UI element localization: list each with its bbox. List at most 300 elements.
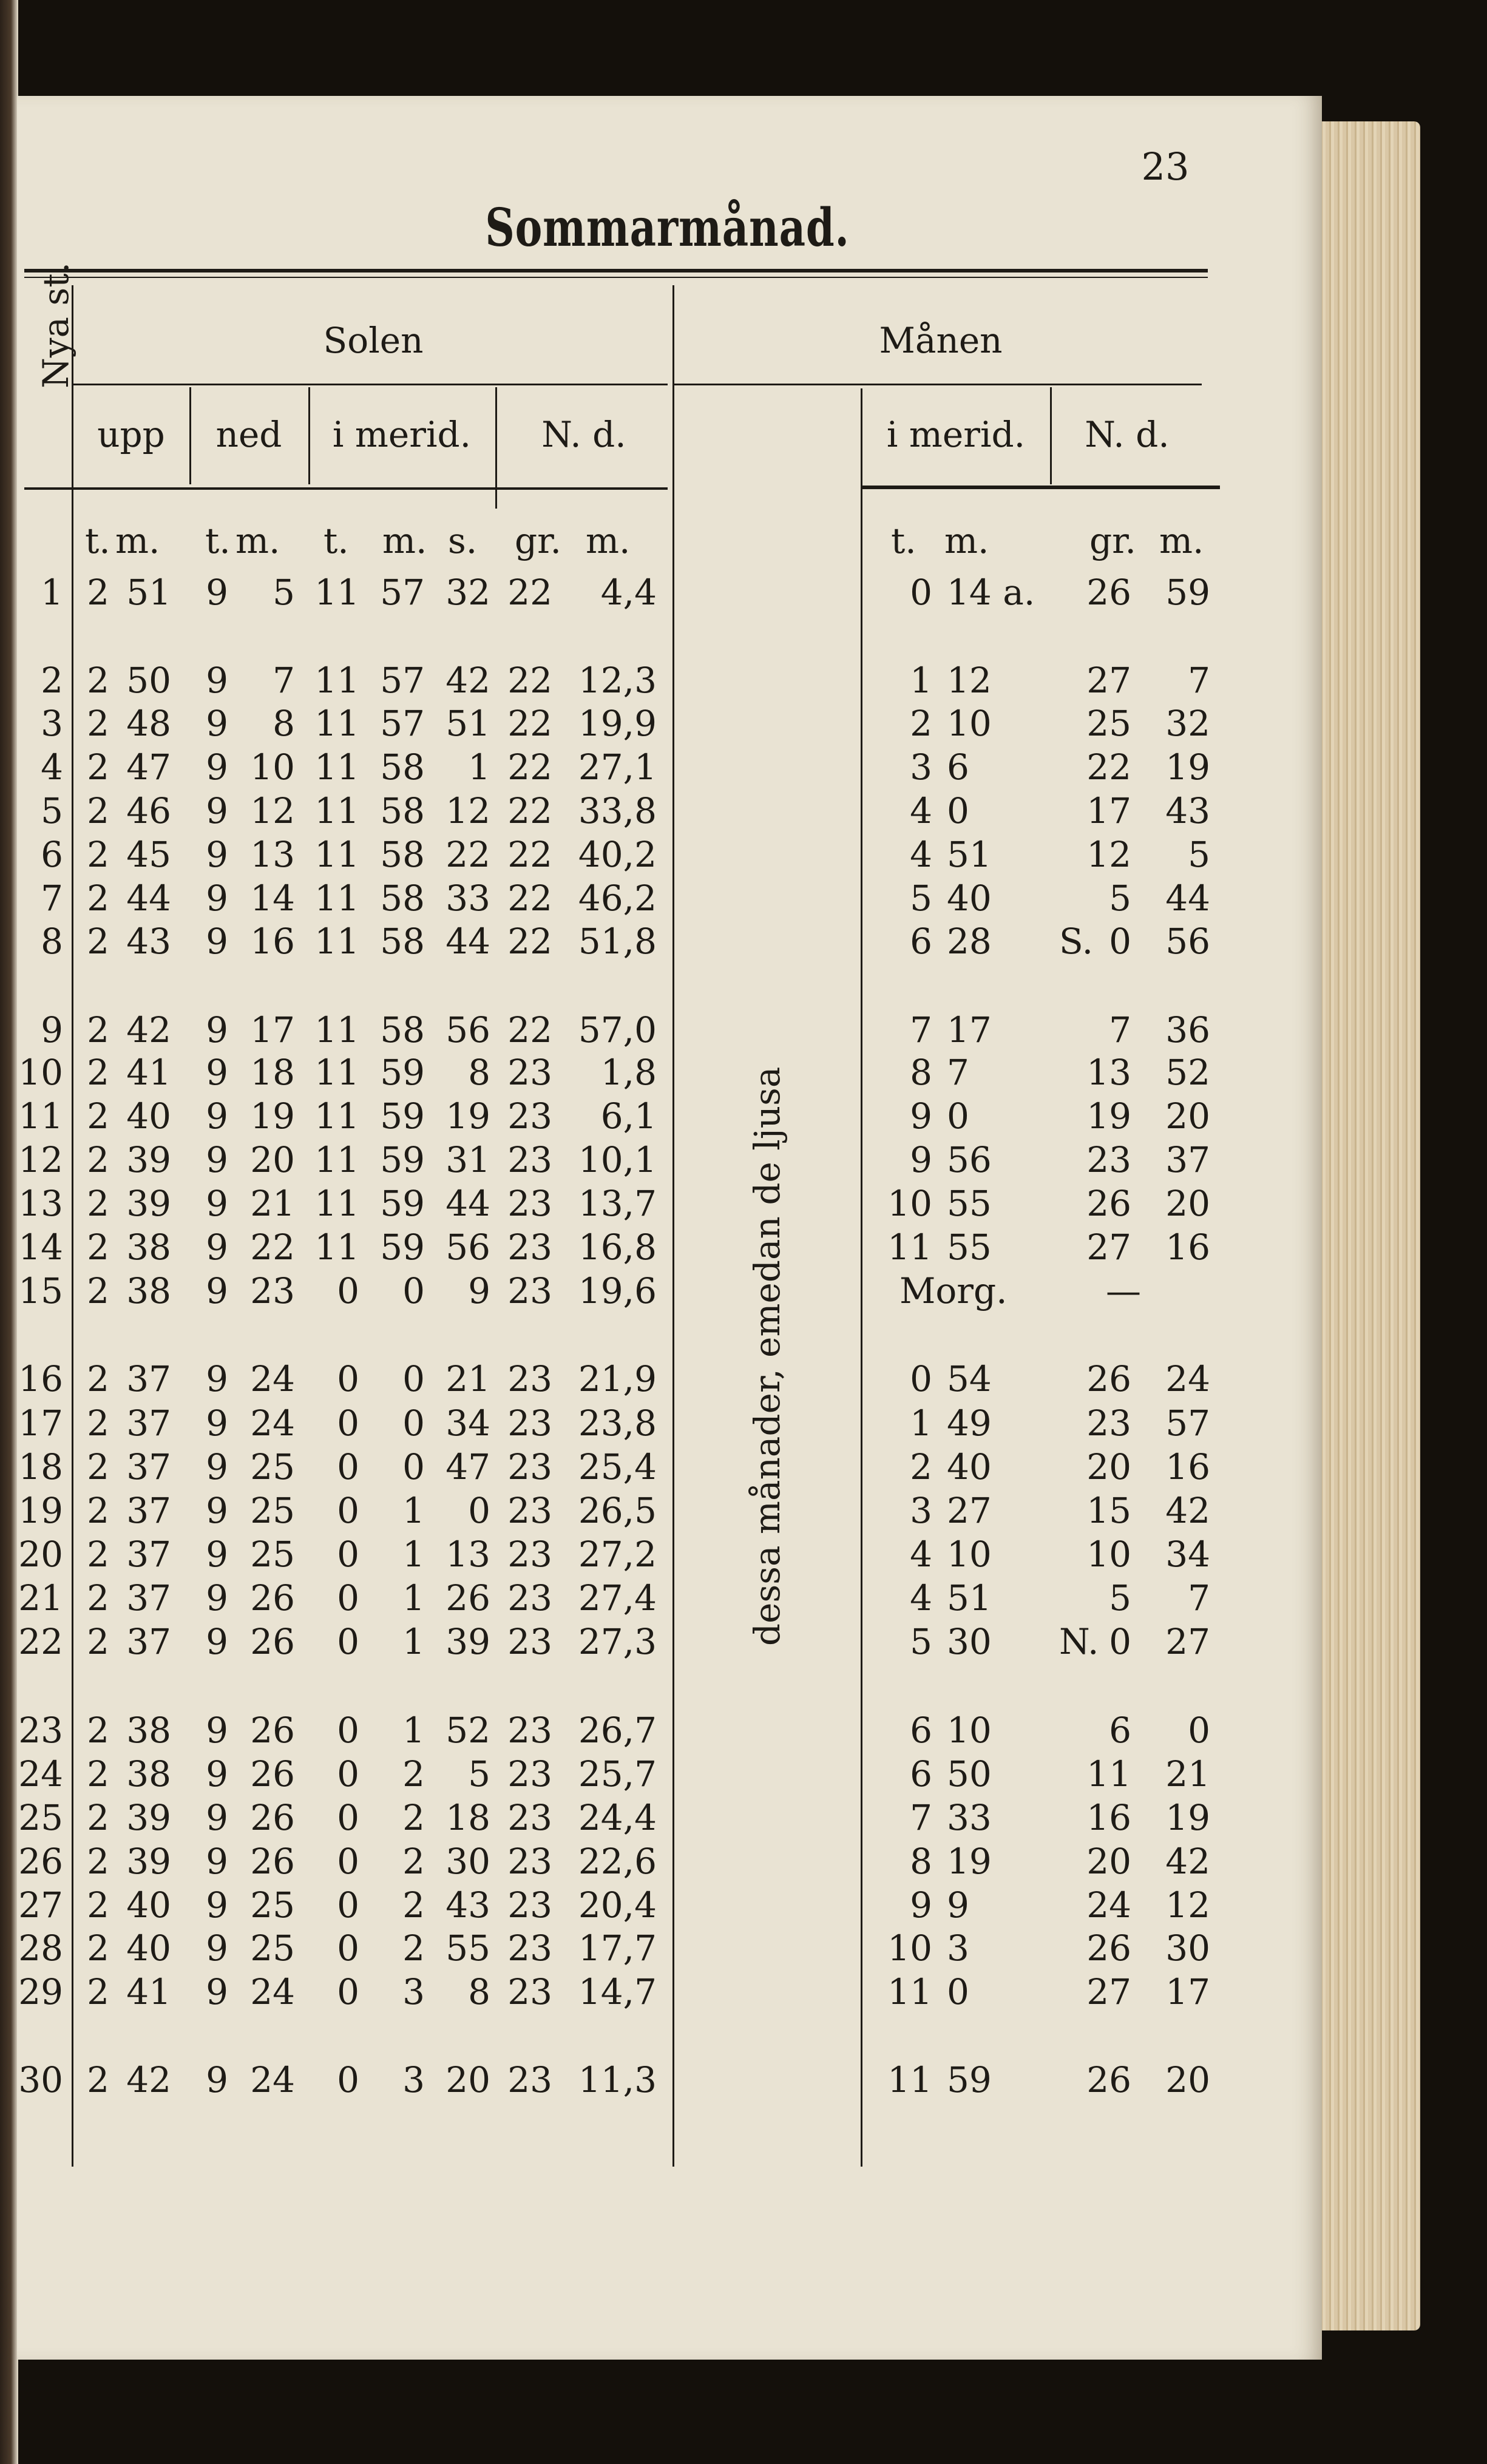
table-cell: 2	[87, 790, 109, 831]
table-cell: 8	[910, 1052, 932, 1093]
table-cell: 11	[1086, 1753, 1131, 1795]
vrule-middle-moon	[861, 388, 862, 2167]
table-cell: 42	[1165, 1841, 1210, 1882]
table-cell: 11	[314, 1095, 359, 1137]
table-cell: 44	[126, 878, 171, 919]
table-cell: 10	[887, 1183, 932, 1224]
table-cell: 23	[507, 1710, 552, 1751]
table-cell: 10	[947, 703, 992, 744]
table-cell: 44	[445, 1183, 490, 1224]
table-cell: 52	[1165, 1052, 1210, 1093]
table-cell: 25	[250, 1928, 295, 1969]
table-cell: 6	[1109, 1710, 1131, 1751]
table-cell: 2	[87, 1884, 109, 1926]
table-cell: 9	[206, 1490, 228, 1531]
table-cell: 44	[1165, 878, 1210, 919]
table-cell: 0	[337, 1403, 359, 1444]
table-cell: 11	[887, 2059, 932, 2100]
table-cell: 19	[1165, 1797, 1210, 1838]
table-cell: N.	[1059, 1621, 1099, 1662]
table-cell: 2	[87, 1621, 109, 1662]
table-cell: 33	[947, 1797, 992, 1838]
table-cell: 17	[18, 1403, 63, 1444]
table-cell: 16	[250, 921, 295, 962]
table-cell: 58	[380, 878, 425, 919]
table-cell: 1	[910, 660, 932, 701]
table-cell: 9	[910, 1139, 932, 1180]
table-cell: 23	[250, 1270, 295, 1312]
unit-label: t.	[891, 520, 916, 561]
table-cell: 0	[402, 1403, 425, 1444]
table-cell: 1	[402, 1577, 425, 1619]
table-cell: 9	[206, 1139, 228, 1180]
table-cell: 2	[910, 1446, 932, 1488]
table-cell: 26	[250, 1710, 295, 1751]
table-cell: 12	[1165, 1884, 1210, 1926]
table-cell: 9	[910, 1095, 932, 1137]
table-cell: 0	[337, 1971, 359, 2012]
table-cell: 25	[1086, 703, 1131, 744]
table-cell: 20	[445, 2059, 490, 2100]
table-cell: 0	[337, 1270, 359, 1312]
table-cell: 24	[250, 1358, 295, 1400]
table-cell: 21,9	[578, 1358, 657, 1400]
table-cell: 2	[87, 746, 109, 788]
table-cell: 30	[1165, 1928, 1210, 1969]
table-cell: 8	[910, 1841, 932, 1882]
table-cell: 14	[18, 1227, 63, 1268]
table-cell: 1	[910, 1403, 932, 1444]
table-cell: 0	[337, 1490, 359, 1531]
middle-vertical-note: dessa månader, emedan de ljusa	[747, 1066, 788, 1646]
table-cell: 39	[126, 1139, 171, 1180]
table-cell: 19,6	[578, 1270, 657, 1312]
unit-label: t.	[205, 520, 231, 561]
sun-col-header-4: N. d.	[541, 414, 626, 455]
table-cell: 10	[887, 1928, 932, 1969]
table-cell: 2	[87, 572, 109, 613]
table-cell: 16	[1165, 1446, 1210, 1488]
sun-col-header-2: ned	[215, 414, 282, 455]
date-column-header: Nya st.	[35, 262, 76, 388]
table-cell: 2	[910, 703, 932, 744]
table-cell: 2	[87, 1270, 109, 1312]
table-cell: 15	[1086, 1490, 1131, 1531]
table-cell: 24	[18, 1753, 63, 1795]
table-cell: 57,0	[578, 1009, 657, 1051]
table-cell: 47	[126, 746, 171, 788]
table-cell: 9	[206, 1358, 228, 1400]
table-cell: 17	[1165, 1971, 1210, 2012]
table-cell: 0	[402, 1358, 425, 1400]
table-cell: 6	[910, 1710, 932, 1751]
table-cell: 16	[18, 1358, 63, 1400]
table-cell: 41	[126, 1052, 171, 1093]
table-cell: 2	[87, 834, 109, 875]
table-cell: 37	[126, 1403, 171, 1444]
table-cell: 23	[1086, 1403, 1131, 1444]
unit-label: m.	[586, 520, 631, 561]
table-cell: 4	[910, 790, 932, 831]
table-cell: 2	[87, 1009, 109, 1051]
table-cell: 5	[1109, 1577, 1131, 1619]
table-cell: 9	[206, 2059, 228, 2100]
table-cell: 57	[1165, 1403, 1210, 1444]
table-cell: 24	[1165, 1358, 1210, 1400]
table-cell: 38	[126, 1753, 171, 1795]
table-cell: 1	[41, 572, 63, 613]
table-cell: 11	[314, 834, 359, 875]
table-cell: 2	[402, 1797, 425, 1838]
table-cell: 1	[402, 1621, 425, 1662]
table-cell: 9	[206, 1095, 228, 1137]
table-cell: 23	[507, 1139, 552, 1180]
table-cell: 22	[507, 746, 552, 788]
table-cell: 22	[507, 834, 552, 875]
table-cell: 4	[910, 1534, 932, 1575]
table-cell: 59	[947, 2059, 992, 2100]
table-cell: 20,4	[578, 1884, 657, 1926]
table-cell: 37	[126, 1621, 171, 1662]
table-cell: 21	[250, 1183, 295, 1224]
table-cell: 0	[947, 1095, 969, 1137]
table-cell: 5	[1109, 878, 1131, 919]
table-cell: 3	[947, 1928, 969, 1969]
table-cell: 17,7	[578, 1928, 657, 1969]
table-cell: 12	[445, 790, 490, 831]
table-cell: 26	[250, 1753, 295, 1795]
table-cell: 23	[507, 1753, 552, 1795]
table-cell: 42	[126, 1009, 171, 1051]
moon-group-header: Månen	[879, 320, 1003, 361]
table-cell: 20	[250, 1139, 295, 1180]
table-cell: 26	[1086, 572, 1131, 613]
table-cell: 9	[206, 1753, 228, 1795]
table-cell: 20	[18, 1534, 63, 1575]
table-cell: 29	[18, 1971, 63, 2012]
header-bottom-rule-moon	[862, 486, 1220, 489]
table-cell: 11	[314, 1052, 359, 1093]
table-cell: 22	[250, 1227, 295, 1268]
table-cell: 38	[126, 1710, 171, 1751]
table-cell: 58	[380, 1009, 425, 1051]
table-cell: 11	[18, 1095, 63, 1137]
table-cell: 26	[1086, 1928, 1131, 1969]
table-cell: 2	[87, 921, 109, 962]
table-cell: 0	[337, 1710, 359, 1751]
table-cell: 11,3	[578, 2059, 657, 2100]
table-cell: 59	[380, 1139, 425, 1180]
table-cell: 58	[380, 746, 425, 788]
table-cell: 5	[910, 878, 932, 919]
table-cell: 27	[947, 1490, 992, 1531]
table-cell: 10,1	[578, 1139, 657, 1180]
table-cell: 43	[445, 1884, 490, 1926]
table-cell: 8	[468, 1052, 490, 1093]
table-cell: 58	[380, 790, 425, 831]
table-cell: 8	[468, 1971, 490, 2012]
table-cell: 23	[507, 1270, 552, 1312]
table-cell: 23	[507, 1884, 552, 1926]
table-cell: 9	[206, 1009, 228, 1051]
table-cell: 57	[380, 703, 425, 744]
table-cell: 30	[445, 1841, 490, 1882]
table-cell: 2	[87, 1183, 109, 1224]
table-cell: 26	[250, 1797, 295, 1838]
table-cell: 46,2	[578, 878, 657, 919]
table-cell: 11	[314, 660, 359, 701]
table-cell: 12,3	[578, 660, 657, 701]
table-cell: 1,8	[600, 1052, 657, 1093]
table-cell: 22	[445, 834, 490, 875]
table-cell: 51,8	[578, 921, 657, 962]
table-cell: 10	[1086, 1534, 1131, 1575]
table-cell: 27	[1165, 1621, 1210, 1662]
table-cell: 9	[206, 1577, 228, 1619]
table-cell: 6	[910, 1753, 932, 1795]
table-cell: 25,7	[578, 1753, 657, 1795]
table-cell: 10	[18, 1052, 63, 1093]
table-cell: 34	[445, 1403, 490, 1444]
unit-label: t.	[323, 520, 349, 561]
table-cell: 9	[206, 834, 228, 875]
table-cell: 23	[507, 1534, 552, 1575]
table-cell: 39	[126, 1183, 171, 1224]
moon-col-header-1: i merid.	[886, 414, 1026, 455]
table-cell: 2	[402, 1753, 425, 1795]
table-cell: 42	[1165, 1490, 1210, 1531]
table-cell: 55	[445, 1928, 490, 1969]
table-cell: 40,2	[578, 834, 657, 875]
table-cell: 27	[1086, 660, 1131, 701]
table-cell: 55	[947, 1227, 992, 1268]
table-cell: 40	[947, 878, 992, 919]
table-cell: 49	[947, 1403, 992, 1444]
table-cell: 6	[947, 746, 969, 788]
table-cell: 28	[18, 1928, 63, 1969]
table-cell: 25	[250, 1884, 295, 1926]
table-cell: 25	[250, 1446, 295, 1488]
table-cell: 59	[380, 1183, 425, 1224]
table-cell: 24	[250, 2059, 295, 2100]
table-cell: 3	[910, 1490, 932, 1531]
table-cell: 2	[87, 1490, 109, 1531]
table-cell: 26	[1086, 1183, 1131, 1224]
table-cell: 56	[947, 1139, 992, 1180]
table-cell: 27	[18, 1884, 63, 1926]
table-cell: 9	[206, 660, 228, 701]
table-cell: 21	[445, 1358, 490, 1400]
table-cell: 0	[337, 1577, 359, 1619]
table-cell: 9	[206, 1797, 228, 1838]
table-cell: 26,5	[578, 1490, 657, 1531]
table-cell: 0	[910, 572, 932, 613]
table-cell: 23	[507, 1621, 552, 1662]
table-cell: 23	[507, 1227, 552, 1268]
table-cell: 9	[206, 790, 228, 831]
unit-label: t.	[85, 520, 110, 561]
table-cell: 11	[314, 1183, 359, 1224]
table-cell: 2	[87, 878, 109, 919]
table-cell: 36	[1165, 1009, 1210, 1051]
table-cell: 7	[910, 1009, 932, 1051]
table-cell: 9	[206, 1227, 228, 1268]
table-cell: 2	[87, 1095, 109, 1137]
moon-col-header-2: N. d.	[1085, 414, 1170, 455]
table-cell: 9	[206, 1052, 228, 1093]
table-cell: 20	[1165, 1183, 1210, 1224]
table-cell: 1	[402, 1490, 425, 1531]
table-cell: 57	[380, 572, 425, 613]
table-cell: 8	[273, 703, 295, 744]
table-cell: 0	[1109, 921, 1131, 962]
table-cell: 43	[126, 921, 171, 962]
table-cell: 13	[445, 1534, 490, 1575]
table-cell: 33	[445, 878, 490, 919]
table-cell: 11	[314, 1009, 359, 1051]
table-cell: 20	[1165, 1095, 1210, 1137]
table-cell: 0	[947, 790, 969, 831]
table-cell: 6	[41, 834, 63, 875]
table-cell: 27	[1086, 1227, 1131, 1268]
table-cell: 0	[337, 1797, 359, 1838]
table-cell: 7	[273, 660, 295, 701]
table-cell: 23	[507, 2059, 552, 2100]
table-cell: 30	[18, 2059, 63, 2100]
table-cell: 59	[380, 1227, 425, 1268]
table-cell: 50	[126, 660, 171, 701]
table-cell: 22	[507, 572, 552, 613]
table-cell: 2	[402, 1884, 425, 1926]
table-cell: 9	[206, 1270, 228, 1312]
table-cell: 22	[18, 1621, 63, 1662]
table-cell: 30	[947, 1621, 992, 1662]
table-cell: 11	[887, 1971, 932, 2012]
table-cell: 23	[18, 1710, 63, 1751]
table-cell: 9	[206, 1971, 228, 2012]
table-cell: 9	[206, 921, 228, 962]
table-cell: 0	[402, 1446, 425, 1488]
table-cell: 26	[445, 1577, 490, 1619]
table-cell: 33,8	[578, 790, 657, 831]
table-cell: 13	[250, 834, 295, 875]
unit-label: s.	[448, 520, 478, 561]
table-cell: 19,9	[578, 703, 657, 744]
table-cell: 0	[337, 1621, 359, 1662]
table-cell: 9	[206, 1403, 228, 1444]
sun-group-header: Solen	[323, 320, 424, 361]
table-cell: 24,4	[578, 1797, 657, 1838]
table-cell: 5	[910, 1621, 932, 1662]
table-cell: 23	[507, 1797, 552, 1838]
table-cell: 11	[314, 746, 359, 788]
table-cell: 38	[126, 1270, 171, 1312]
table-cell: 56	[445, 1009, 490, 1051]
table-cell: 40	[947, 1446, 992, 1488]
table-cell: 4	[41, 746, 63, 788]
table-cell: 21	[18, 1577, 63, 1619]
table-cell: 5	[468, 1753, 490, 1795]
table-cell: 37	[126, 1490, 171, 1531]
table-cell: 0	[337, 1446, 359, 1488]
table-cell: 56	[1165, 921, 1210, 962]
table-cell: 11	[314, 790, 359, 831]
table-cell: 51	[947, 1577, 992, 1619]
table-cell: 46	[126, 790, 171, 831]
table-cell: 50	[947, 1753, 992, 1795]
table-cell: 37	[126, 1446, 171, 1488]
table-cell: 42	[126, 2059, 171, 2100]
table-cell: 23	[1086, 1139, 1131, 1180]
table-cell: 14	[250, 878, 295, 919]
page-edges	[1317, 121, 1420, 2330]
table-cell: 2	[41, 660, 63, 701]
table-cell: —	[1106, 1270, 1141, 1312]
table-cell: 16	[1165, 1227, 1210, 1268]
table-cell: 25	[250, 1534, 295, 1575]
table-cell: 27,2	[578, 1534, 657, 1575]
table-cell: 9	[206, 703, 228, 744]
table-cell: 26	[1086, 1358, 1131, 1400]
table-cell: 9	[206, 1928, 228, 1969]
vrule-sun-moon	[672, 285, 674, 2167]
table-cell: 13,7	[578, 1183, 657, 1224]
table-cell: 0	[337, 1358, 359, 1400]
table-cell: 23	[507, 1971, 552, 2012]
table-cell: 1	[402, 1710, 425, 1751]
table-cell: 20	[1165, 2059, 1210, 2100]
table-cell: 18	[18, 1446, 63, 1488]
table-cell: 5	[41, 790, 63, 831]
book-spine	[0, 0, 18, 2464]
table-cell: 41	[126, 1971, 171, 2012]
table-cell: 9	[206, 1621, 228, 1662]
table-cell: 23	[507, 1095, 552, 1137]
table-cell: 37	[126, 1358, 171, 1400]
table-cell: 39	[126, 1797, 171, 1838]
table-cell: 23	[507, 1577, 552, 1619]
table-cell: 20	[1086, 1841, 1131, 1882]
table-cell: 20	[1086, 1446, 1131, 1488]
table-cell: 22	[507, 878, 552, 919]
table-cell: 9	[206, 878, 228, 919]
unit-label: m.	[115, 520, 160, 561]
table-cell: 23	[507, 1446, 552, 1488]
table-cell: 22,6	[578, 1841, 657, 1882]
table-cell: 11	[314, 1139, 359, 1180]
table-cell: 3	[910, 746, 932, 788]
top-rule-thin	[24, 277, 1208, 278]
table-cell: 26	[18, 1841, 63, 1882]
top-rule-thick	[24, 269, 1208, 272]
table-cell: 32	[445, 572, 490, 613]
table-cell: Morg.	[899, 1270, 1008, 1312]
table-cell: 43	[1165, 790, 1210, 831]
table-cell: 10	[250, 746, 295, 788]
table-cell: 13	[18, 1183, 63, 1224]
table-cell: 51	[126, 572, 171, 613]
table-cell: 51	[445, 703, 490, 744]
table-cell: 1	[468, 746, 490, 788]
table-cell: 7	[947, 1052, 969, 1093]
table-cell: 24	[250, 1971, 295, 2012]
table-cell: 59	[1165, 572, 1210, 613]
table-cell: 7	[910, 1797, 932, 1838]
table-cell: 16,8	[578, 1227, 657, 1268]
table-cell: 24	[1086, 1884, 1131, 1926]
table-cell: 5	[273, 572, 295, 613]
table-cell: 23	[507, 1358, 552, 1400]
